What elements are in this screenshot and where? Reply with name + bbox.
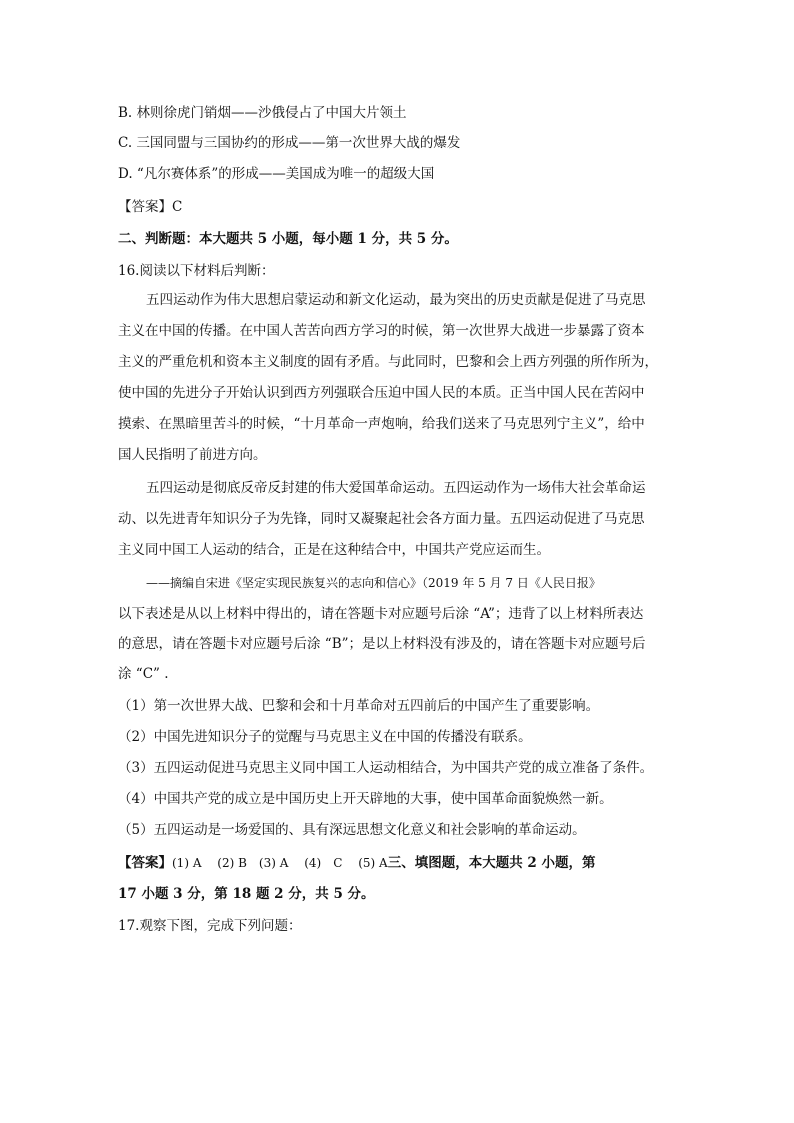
answer-values: (1) A (2) B (3) A (4) C (5) A — [172, 856, 388, 870]
statement-4: （4）中国共产党的成立是中国历史上开天辟地的大事，使中国革命面貌焕然一新。 — [118, 791, 613, 807]
instruction-line: 的意思，请在答题卡对应题号后涂 “B”；是以上材料没有涉及的，请在答题卡对应题号后 — [118, 636, 646, 652]
passage-line: 五四运动作为伟大思想启蒙运动和新文化运动，最为突出的历史贡献是促进了马克思 — [146, 292, 646, 308]
answer-16-row — [118, 854, 678, 872]
answer-label: 【答案】 — [118, 855, 172, 871]
statement-1: （1）第一次世界大战、巴黎和会和十月革命对五四前后的中国产生了重要影响。 — [118, 698, 600, 714]
section-3-heading: 三、填图题，本大题共 2 小题，第 — [387, 855, 596, 871]
option-c: C. 三国同盟与三国协约的形成——第一次世界大战的爆发 — [118, 135, 461, 151]
section-2-heading: 二、判断题：本大题共 5 小题，每小题 1 分，共 5 分。 — [118, 231, 458, 247]
passage-line: 使中国的先进分子开始认识到西方列强联合压迫中国人民的本质。正当中国人民在苦闷中 — [118, 385, 645, 401]
passage-line: 动、以先进青年知识分子为先锋，同时又凝聚起社会各方面力量。五四运动促进了马克思 — [118, 511, 645, 527]
passage-source: ——摘编自宋进《坚定实现民族复兴的志向和信心》（2019 年 5 月 7 日《人民日报》 — [146, 576, 601, 590]
option-b: B. 林则徐虎门销烟——沙俄侵占了中国大片领土 — [118, 105, 407, 121]
statement-5: （5）五四运动是一场爱国的、具有深远思想文化意义和社会影响的革命运动。 — [118, 822, 586, 838]
question-16-prompt: 16.阅读以下材料后判断： — [118, 263, 275, 279]
answer-15: 【答案】C — [118, 199, 183, 215]
passage-line: 主义同中国工人运动的结合，正是在这种结合中，中国共产党应运而生。 — [118, 542, 550, 558]
instruction-line: 以下表述是从以上材料中得出的，请在答题卡对应题号后涂 “A”；违背了以上材料所表达 — [118, 606, 644, 622]
passage-line: 五四运动是彻底反帝反封建的伟大爱国革命运动。五四运动作为一场伟大社会革命运 — [146, 480, 646, 496]
statement-2: （2）中国先进知识分子的觉醒与马克思主义在中国的传播没有联系。 — [118, 729, 532, 745]
passage-line: 摸索、在黑暗里苦斗的时候，“十月革命一声炮响，给我们送来了马克思列宁主义”，给中 — [118, 416, 645, 432]
instruction-line: 涂 “C” . — [118, 666, 169, 682]
statement-3: （3）五四运动促进马克思主义同中国工人运动相结合，为中国共产党的成立准备了条件。 — [118, 760, 654, 776]
passage-line: 主义的严重危机和资本主义制度的固有矛盾。与此同时，巴黎和会上西方列强的所作所为， — [118, 354, 658, 370]
question-17-prompt: 17.观察下图，完成下列问题： — [118, 918, 302, 934]
passage-line: 国人民指明了前进方向。 — [118, 447, 267, 463]
passage-line: 主义在中国的传播。在中国人苦苦向西方学习的时候，第一次世界大战进一步暴露了资本 — [118, 323, 645, 339]
option-d: D. “凡尔赛体系”的形成——美国成为唯一的超级大国 — [118, 166, 435, 182]
section-3-heading-cont: 17 小题 3 分，第 18 题 2 分，共 5 分。 — [118, 886, 375, 902]
